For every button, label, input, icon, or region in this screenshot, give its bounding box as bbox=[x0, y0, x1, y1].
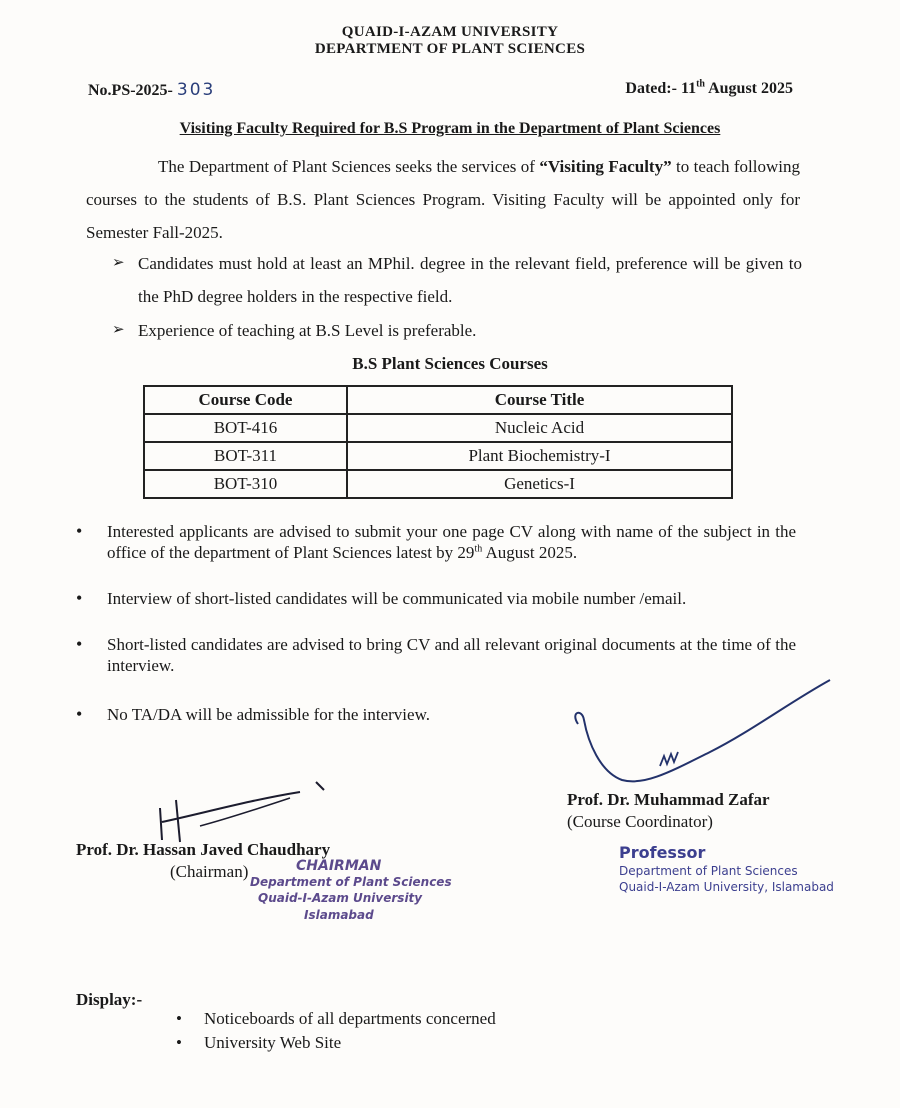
note-deadline-sup: th bbox=[474, 543, 483, 555]
note-deadline-tail: August 2025. bbox=[482, 543, 578, 562]
subject-heading: Visiting Faculty Required for B.S Program in the Department of Plant Sciences bbox=[179, 120, 721, 137]
bullet-icon: • bbox=[76, 588, 83, 608]
note-deadline-text: Interested applicants are advised to submit your one page CV along with name of the subject in the office of the department of Plant Sciences latest by 29 bbox=[107, 522, 796, 562]
note-text bbox=[107, 521, 796, 563]
bullet-icon: • bbox=[176, 1033, 182, 1052]
intro-paragraph bbox=[86, 150, 800, 249]
note-item bbox=[76, 521, 796, 563]
intro-before: The Department of Plant Sciences seeks the services of bbox=[158, 157, 540, 176]
coordinator-signature bbox=[560, 672, 840, 792]
intro-after: to teach following courses to the students of B.S. Plant Sciences Program. Visiting Faculty will be appointed only for Semester Fall-2025. bbox=[86, 157, 800, 242]
chairman-stamp-university: Quaid-I-Azam University bbox=[258, 891, 423, 905]
chairman-name: Prof. Dr. Hassan Javed Chaudhary bbox=[76, 840, 331, 859]
coordinator-name: Prof. Dr. Muhammad Zafar bbox=[567, 790, 770, 809]
display-item bbox=[176, 1009, 496, 1029]
university-name: QUAID-I-AZAM UNIVERSITY bbox=[341, 24, 559, 40]
table-row bbox=[144, 442, 732, 470]
note-text: Interview of short-listed candidates will be communicated via mobile number /email. bbox=[107, 589, 687, 608]
department-name: DEPARTMENT OF PLANT SCIENCES bbox=[314, 41, 586, 57]
date-label: Dated:- 11 bbox=[625, 80, 697, 97]
course-title: Nucleic Acid bbox=[347, 414, 732, 442]
display-label: Display:- bbox=[76, 990, 143, 1009]
bullet-icon: • bbox=[176, 1009, 182, 1028]
display-item bbox=[176, 1033, 341, 1053]
note-text: Short-listed candidates are advised to bring CV and all relevant original documents at the time of the interview. bbox=[107, 635, 796, 675]
chairman-stamp-dept: Department of Plant Sciences bbox=[250, 875, 452, 889]
coordinator-stamp-dept: Department of Plant Sciences bbox=[619, 864, 798, 878]
course-title: Plant Biochemistry-I bbox=[347, 442, 732, 470]
courses-table bbox=[143, 385, 733, 499]
bullet-icon: • bbox=[76, 521, 83, 541]
note-item bbox=[76, 588, 796, 609]
requirement-item bbox=[112, 247, 802, 313]
reference-prefix: No.PS-2025- bbox=[88, 82, 173, 99]
chairman-role: (Chairman) bbox=[170, 862, 249, 881]
table-row bbox=[144, 414, 732, 442]
course-title: Genetics-I bbox=[347, 470, 732, 498]
date-rest: August 2025 bbox=[704, 80, 793, 97]
date-suffix: th bbox=[696, 78, 705, 90]
arrow-bullet-icon: ➢ bbox=[112, 322, 125, 338]
reference-handwritten-number: 303 bbox=[176, 80, 216, 100]
note-text: No TA/DA will be admissible for the interview. bbox=[107, 705, 430, 724]
courses-table-title: B.S Plant Sciences Courses bbox=[352, 354, 548, 373]
display-item-text: Noticeboards of all departments concerned bbox=[204, 1009, 496, 1028]
intro-emphasis: “Visiting Faculty” bbox=[539, 157, 672, 176]
bullet-icon: • bbox=[76, 704, 83, 724]
table-header-row bbox=[144, 386, 732, 414]
course-code: BOT-416 bbox=[144, 414, 347, 442]
chairman-stamp-title: CHAIRMAN bbox=[296, 858, 382, 874]
course-code: BOT-311 bbox=[144, 442, 347, 470]
coordinator-stamp-university: Quaid-I-Azam University, Islamabad bbox=[619, 880, 834, 894]
requirement-text: Candidates must hold at least an MPhil. degree in the relevant field, preference will be given to the PhD degree holders in the respective field. bbox=[138, 254, 802, 306]
display-item-text: University Web Site bbox=[204, 1033, 342, 1052]
column-header-code: Course Code bbox=[144, 386, 347, 414]
coordinator-role: (Course Coordinator) bbox=[567, 812, 713, 831]
table-row bbox=[144, 470, 732, 498]
reference-number bbox=[88, 80, 215, 100]
course-code: BOT-310 bbox=[144, 470, 347, 498]
bullet-icon: • bbox=[76, 634, 83, 654]
chairman-signature bbox=[140, 778, 340, 848]
chairman-stamp-city: Islamabad bbox=[304, 908, 374, 922]
column-header-title: Course Title bbox=[347, 386, 732, 414]
coordinator-stamp-title: Professor bbox=[619, 843, 706, 862]
date-line bbox=[625, 80, 793, 98]
requirement-item bbox=[112, 314, 802, 347]
coordinator-block bbox=[567, 789, 770, 833]
requirement-text: Experience of teaching at B.S Level is preferable. bbox=[138, 321, 477, 340]
note-item bbox=[76, 634, 796, 676]
arrow-bullet-icon: ➢ bbox=[112, 255, 125, 271]
